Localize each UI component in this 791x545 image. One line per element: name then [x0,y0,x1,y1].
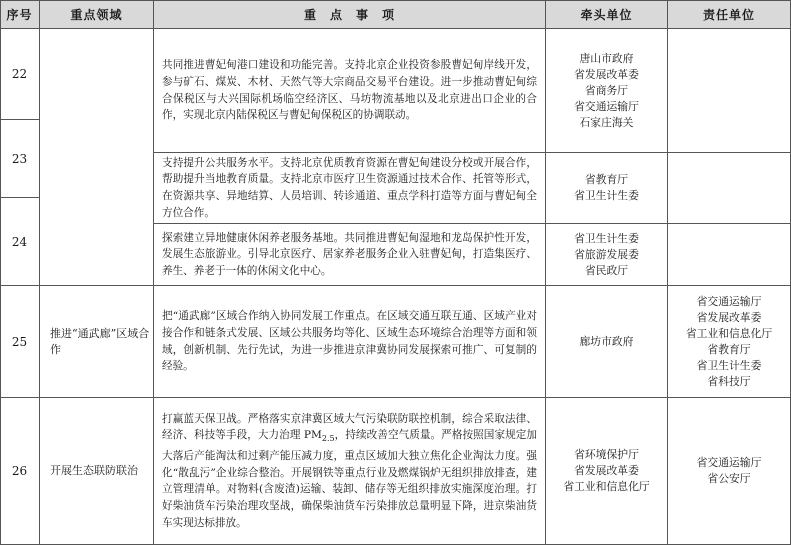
row-25-field: 推进“通武廊”区域合作 [40,286,154,398]
resp-unit: 省交通运输厅 [696,456,762,469]
row-23-lead-list [574,172,639,204]
lead-unit: 省民政厅 [584,263,629,277]
header-resp: 责任单位 [668,0,791,29]
row-26-num: 26 [0,398,40,545]
row-22-resp [668,29,791,153]
row-23-item: 支持提升公共服务水平。支持北京优质教育资源在曹妃甸建设分校或开展合作，帮助提升当地教育质量。支持北京市医疗卫生资源通过技术合作、托管等形式，在资源共享、异地结算、人员培训、转诊通道、重点学科打造等方面与曹妃甸全方位合作。 [154,153,546,224]
row-26-field: 开展生态联防联治 [40,398,154,545]
lead-unit: 唐山市政府 [579,51,634,65]
item-text-pre: 打赢蓝天保卫战。严格落实京津冀区域大气污染联防联控机制，综合采取法律、经济、科技等手段，大力治理 PM [162,412,537,442]
lead-unit: 石家庄海关 [579,115,634,129]
row-25-item: 把“通武廊”区域合作纳入协同发展工作重点。在区域交通互联互通、区域产业对接合作和链条式发展、区域公共服务均等化、区域生态环境综合治理等方面和领域，创新机制、先行先试，为进一步推进京津冀协同发展探索可推广、可复制的经验。 [154,286,546,398]
row-24-lead-list [574,231,639,279]
row-22-lead [546,29,668,153]
row-24-item: 探索建立异地健康休闲养老服务基地。共同推进曹妃甸湿地和龙岛保护性开发，发展生态旅游业。引导北京医疗、居家养老服务企业入驻曹妃甸，打造集医疗、养生、养老于一体的休闲文化中心。 [154,224,546,286]
row-26-resp-list [697,455,762,487]
row-22-item: 共同推进曹妃甸港口建设和功能完善。支持北京企业投资参股曹妃甸岸线开发，参与矿石、煤炭、木材、天然气等大宗商品交易平台建设。进一步推动曹妃甸综合保税区与大兴国际机场临空经济区、马坊物流基地以及北京进出口企业的合作，实现北京内陆保税区与曹妃甸保税区的协调联动。 [154,29,546,153]
lead-unit: 省旅游发展委 [574,247,639,261]
row-25-lead-list [580,334,634,350]
pm-subscript: 2.5 [321,434,335,444]
row-24-lead [546,224,668,286]
header-item: 重 点 事 项 [154,0,546,29]
lead-unit: 省商务厅 [584,83,629,97]
item-text-post: ，持续改善空气质量。严格按照国家规定加大落后产能淘汰和过剩产能压减力度，重点区域加大独立焦化企业淘汰力度。强化“散乱污”企业综合整治。开展钢铁等重点行业及燃煤锅炉无组织排放排查，建立管理清单。对物料(含废渣)运输、装卸、储存等无组织排放实施深度治理。打好柴油货车污染治理攻坚战，确保柴油货车污染排放总量明显下降，进京柴油货车实现达标排放。 [162,429,538,529]
lead-unit: 省发展改革委 [574,67,639,81]
row-23-resp [668,153,791,224]
row-25-resp-list [686,294,772,390]
row-22-num: 22 [0,29,40,120]
header-field: 重点领域 [40,0,154,29]
lead-unit: 省环境保护厅 [574,448,639,461]
lead-unit: 省卫生计生委 [574,189,639,202]
resp-unit: 省卫生计生委 [696,358,762,372]
resp-unit: 省教育厅 [707,342,751,356]
header-lead: 牵头单位 [546,0,668,29]
resp-unit: 省发展改革委 [696,310,762,324]
lead-unit: 省教育厅 [584,173,629,186]
row-22-lead-list [574,51,639,131]
row-26-item [154,398,546,545]
resp-unit: 省工业和信息化厅 [685,326,773,340]
lead-unit: 省工业和信息化厅 [563,480,650,493]
header-seq: 序号 [0,0,40,29]
row-24-resp [668,224,791,286]
row-26-lead [546,398,668,545]
row-25-lead [546,286,668,398]
row-23-num: 23 [0,120,40,198]
resp-unit: 省公安厅 [707,472,751,485]
row-25-num: 25 [0,286,40,398]
row-23-lead [546,153,668,224]
lead-unit: 省发展改革委 [574,464,639,477]
row-26-resp [668,398,791,545]
row-22-field [40,29,154,286]
row-26-lead-list [563,447,649,495]
lead-unit: 廊坊市政府 [579,334,634,348]
resp-unit: 省科技厅 [707,374,751,388]
row-25-resp [668,286,791,398]
lead-unit: 省交通运输厅 [574,99,639,113]
row-24-num: 24 [0,198,40,286]
row-26-item-text [162,411,537,531]
resp-unit: 省交通运输厅 [696,294,762,308]
lead-unit: 省卫生计生委 [574,231,639,245]
